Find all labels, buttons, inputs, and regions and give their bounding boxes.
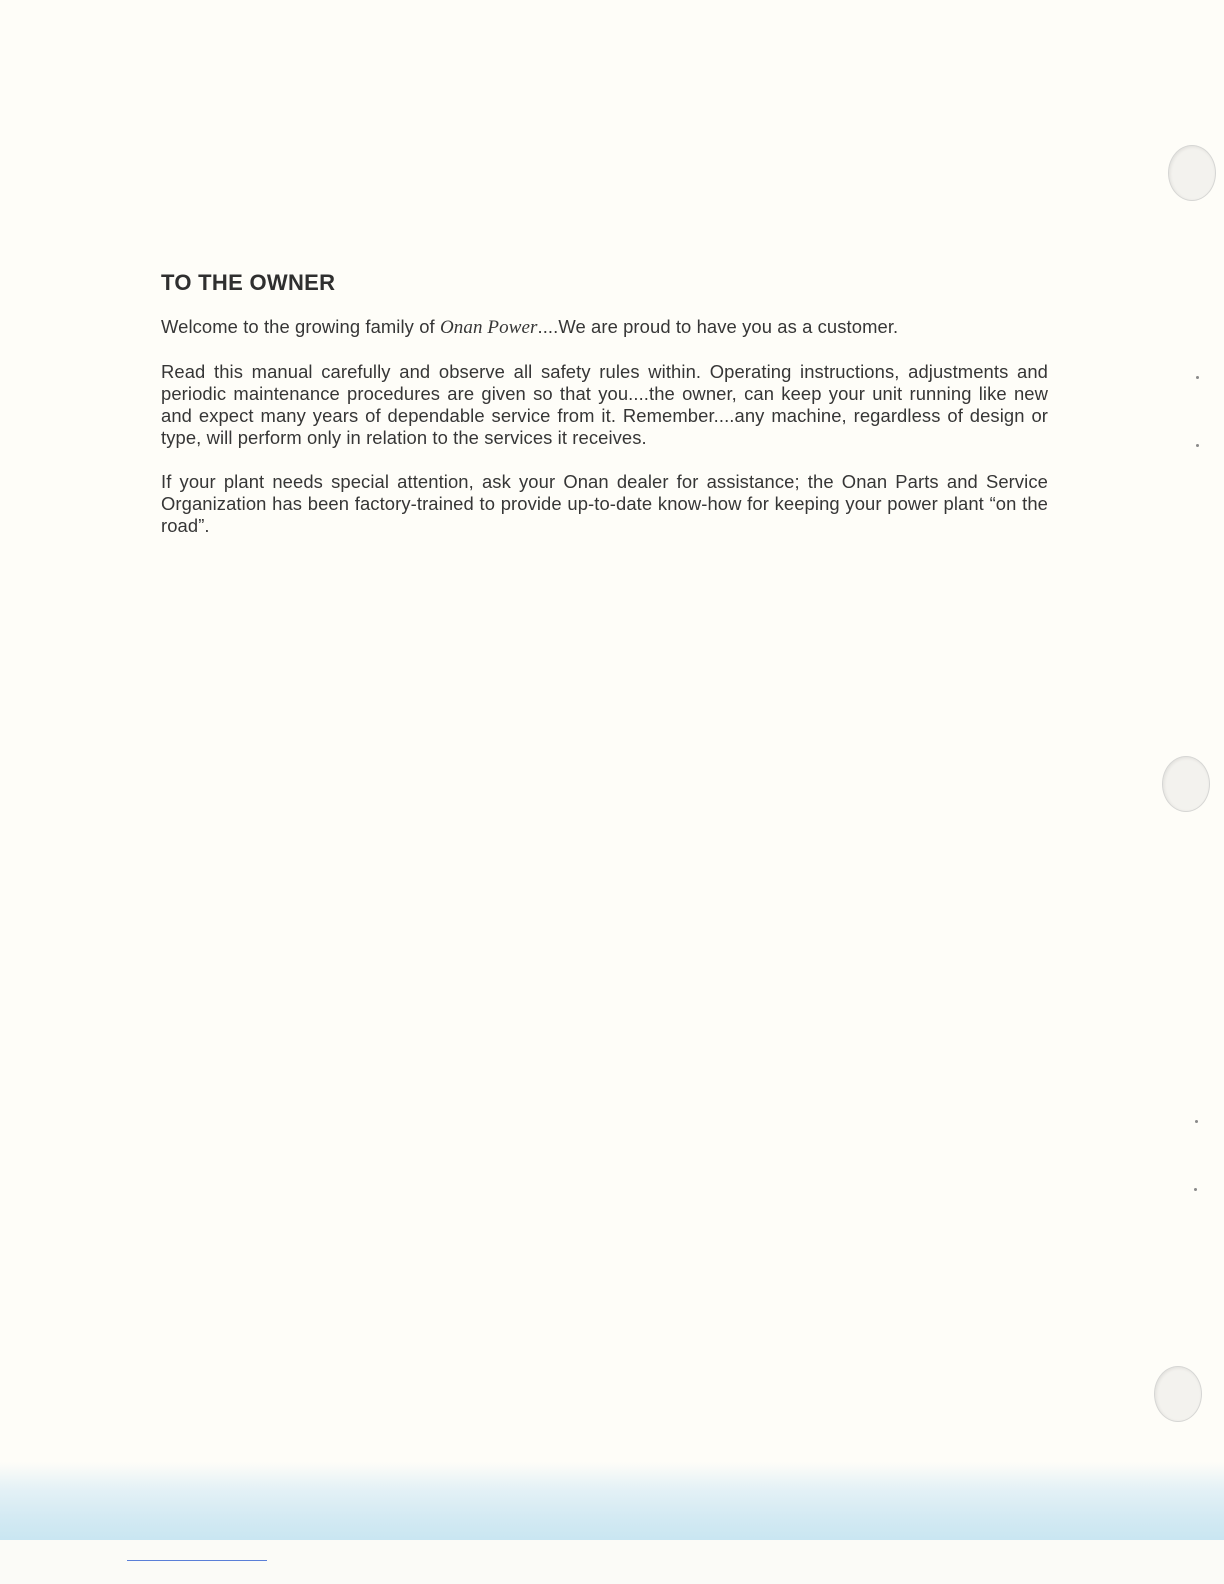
paper-speck (1196, 376, 1199, 379)
brand-name: Onan Power (439, 317, 538, 338)
binder-hole-top (1168, 145, 1216, 201)
scan-edge-band (0, 1462, 1224, 1540)
paper-speck (1196, 444, 1199, 447)
paper-speck (1195, 1120, 1198, 1123)
page-bottom-margin (0, 1540, 1224, 1584)
welcome-text-after: ....We are proud to have you as a customer. (537, 316, 899, 337)
welcome-paragraph (161, 316, 1048, 339)
owner-section (161, 270, 1048, 559)
binder-hole-bottom (1154, 1366, 1202, 1422)
bottom-rule (127, 1560, 267, 1561)
binder-hole-middle (1162, 756, 1210, 812)
welcome-text-before: Welcome to the growing family of (161, 316, 440, 337)
section-heading: TO THE OWNER (161, 270, 336, 295)
paper-speck (1194, 1188, 1197, 1191)
service-paragraph: If your plant needs special attention, ask your Onan dealer for assistance; the Onan Parts and Service Organization has been factory-trained to provide up-to-date know-how for keeping your power plant “on the road”. (161, 471, 1048, 536)
instructions-paragraph: Read this manual carefully and observe all safety rules within. Operating instructions, adjustments and periodic maintenance procedures are given so that you....the owner, can keep your unit running like new and expect many years of dependable service from it. Remember....any machine, regardless of design or type, will perform only in relation to the services it receives. (161, 361, 1048, 448)
